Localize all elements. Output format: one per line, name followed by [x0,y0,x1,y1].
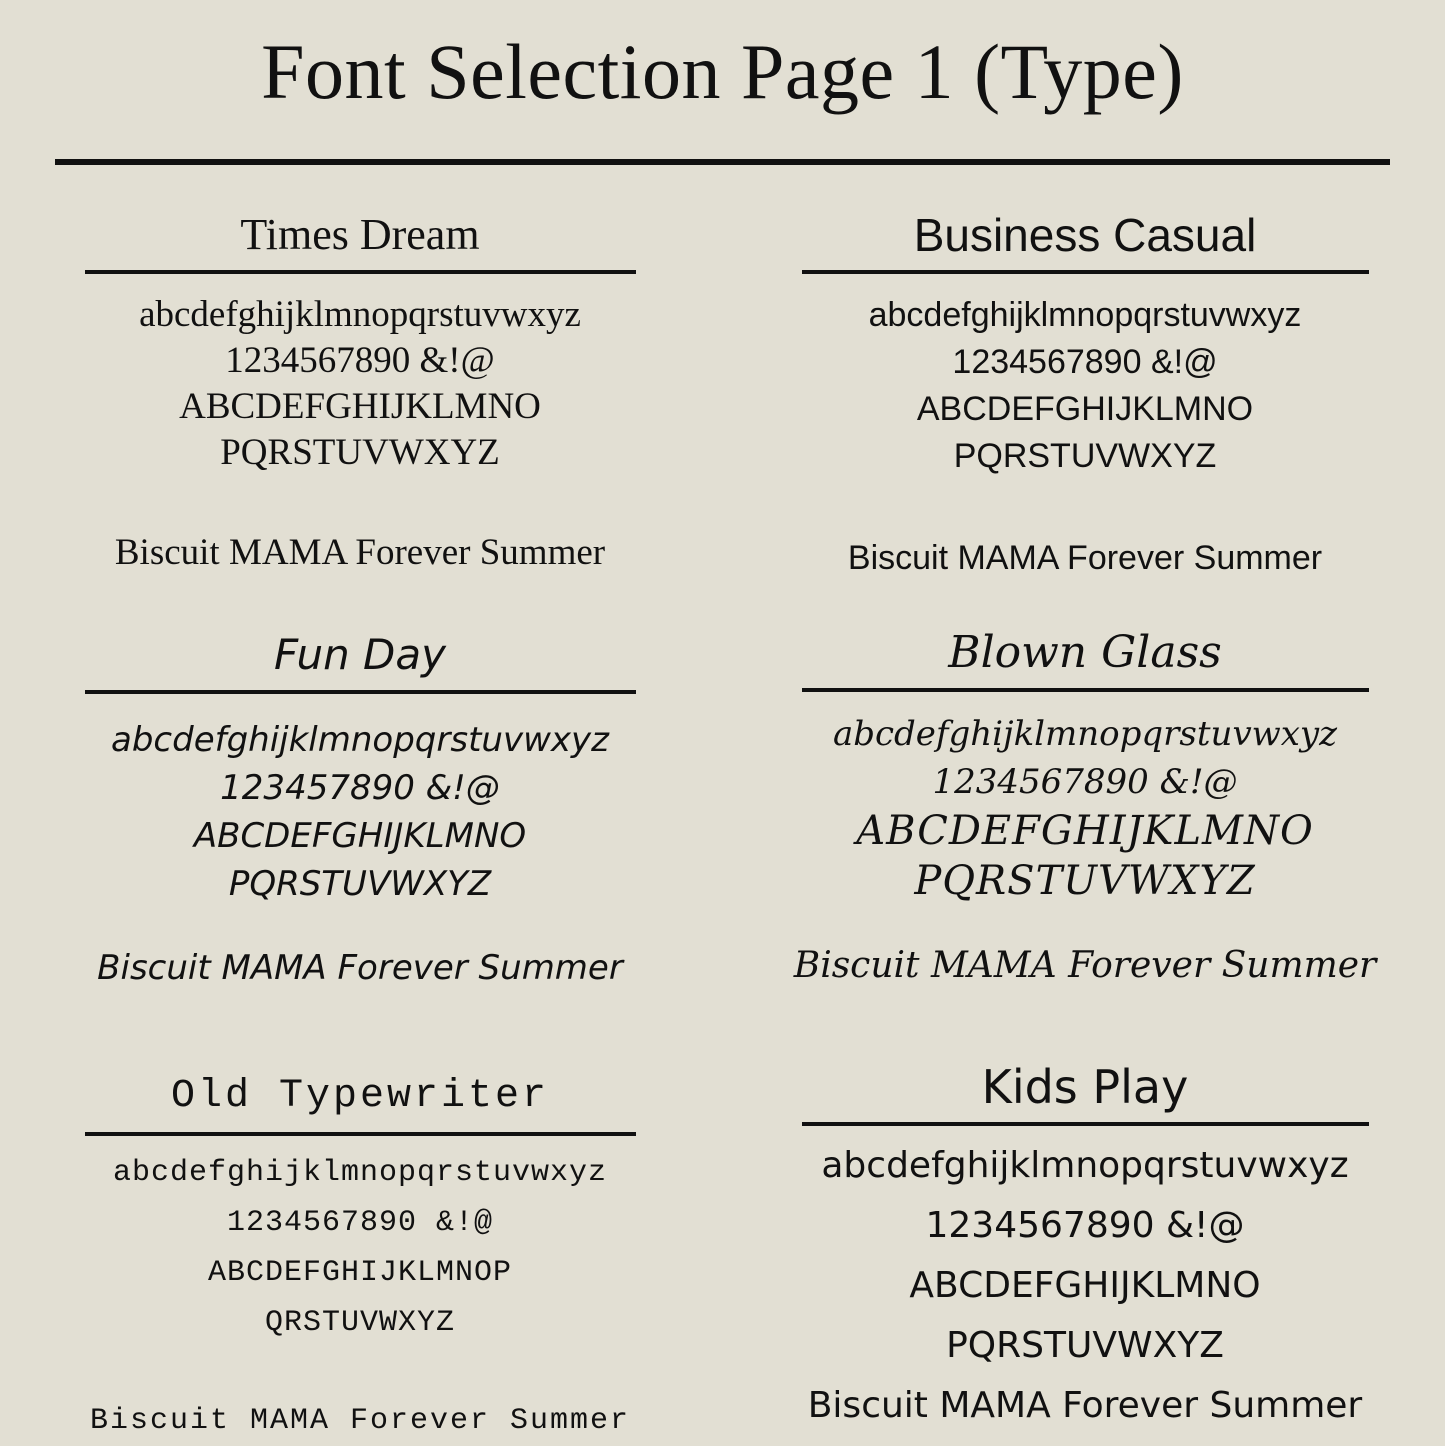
numbers-specimen: 1234567890 &!@ [952,343,1218,381]
font-name: Old Typewriter [170,1074,550,1119]
lowercase-specimen: abcdefghijklmnopqrstuvwxyz [139,294,581,335]
numbers-specimen: 1234567890 &!@ [932,762,1238,802]
font-specimen [60,1148,660,1348]
font-block-blown-glass [740,618,1430,990]
title-divider [55,159,1390,165]
font-name-divider [85,690,636,694]
sample-text: Biscuit MAMA Forever Summer [807,1385,1363,1426]
numbers-specimen: 1234567890 &!@ [225,340,495,381]
uppercase-specimen-line-2: PQRSTUVWXYZ [914,858,1256,904]
uppercase-specimen-line-2: PQRSTUVWXYZ [953,437,1217,475]
font-specimen [60,716,660,908]
sample-text: Biscuit MAMA Forever Summer [847,539,1323,577]
font-specimen [740,292,1430,480]
page-title: Font Selection Page 1 (Type) [261,28,1184,115]
font-specimen [60,292,660,476]
numbers-specimen: 1234567890 &!@ [226,1206,494,1240]
lowercase-specimen: abcdefghijklmnopqrstuvwxyz [112,1156,608,1190]
uppercase-specimen-line-1: ABCDEFGHIJKLMNO [916,390,1254,428]
uppercase-specimen-line-2: QRSTUVWXYZ [264,1306,456,1340]
uppercase-specimen-line-1: ABCDEFGHIJKLMNOP [207,1256,513,1290]
font-specimen [740,710,1430,906]
lowercase-specimen: abcdefghijklmnopqrstuvwxyz [832,714,1338,754]
uppercase-specimen-line-2: PQRSTUVWXYZ [220,432,500,473]
font-block-business-casual [740,200,1430,582]
font-name-divider [85,1132,636,1136]
sample-text: Biscuit MAMA Forever Summer [89,1404,631,1438]
font-name: Fun Day [274,630,446,679]
font-name-divider [85,270,636,274]
lowercase-specimen: abcdefghijklmnopqrstuvwxyz [821,1145,1349,1186]
font-block-times-dream [60,200,660,576]
font-name: Business Casual [913,209,1257,261]
sample-text: Biscuit MAMA Forever Summer [114,532,606,573]
font-block-fun-day [60,620,660,992]
uppercase-specimen-line-1: ABCDEFGHIJKLMNO [193,816,527,856]
sample-text: Biscuit MAMA Forever Summer [793,945,1377,986]
numbers-specimen: 123457890 &!@ [220,768,500,808]
uppercase-specimen-line-2: PQRSTUVWXYZ [946,1325,1224,1366]
uppercase-specimen-line-1: ABCDEFGHIJKLMNO [856,808,1314,854]
font-name-divider [802,1122,1369,1126]
font-block-kids-play [740,1052,1430,1436]
font-name: Blown Glass [948,627,1222,678]
uppercase-specimen-line-2: PQRSTUVWXYZ [228,864,492,904]
uppercase-specimen-line-1: ABCDEFGHIJKLMNO [909,1265,1261,1306]
font-name-divider [802,270,1369,274]
font-name: Kids Play [981,1060,1189,1114]
font-name: Times Dream [240,210,480,259]
font-block-old-typewriter [60,1062,660,1446]
sample-text: Biscuit MAMA Forever Summer [97,948,623,988]
uppercase-specimen-line-1: ABCDEFGHIJKLMNO [179,386,541,427]
lowercase-specimen: abcdefghijklmnopqrstuvwxyz [868,296,1302,334]
font-name-divider [802,688,1369,692]
font-specimen [740,1136,1430,1376]
lowercase-specimen: abcdefghijklmnopqrstuvwxyz [111,720,609,760]
numbers-specimen: 1234567890 &!@ [925,1205,1245,1246]
